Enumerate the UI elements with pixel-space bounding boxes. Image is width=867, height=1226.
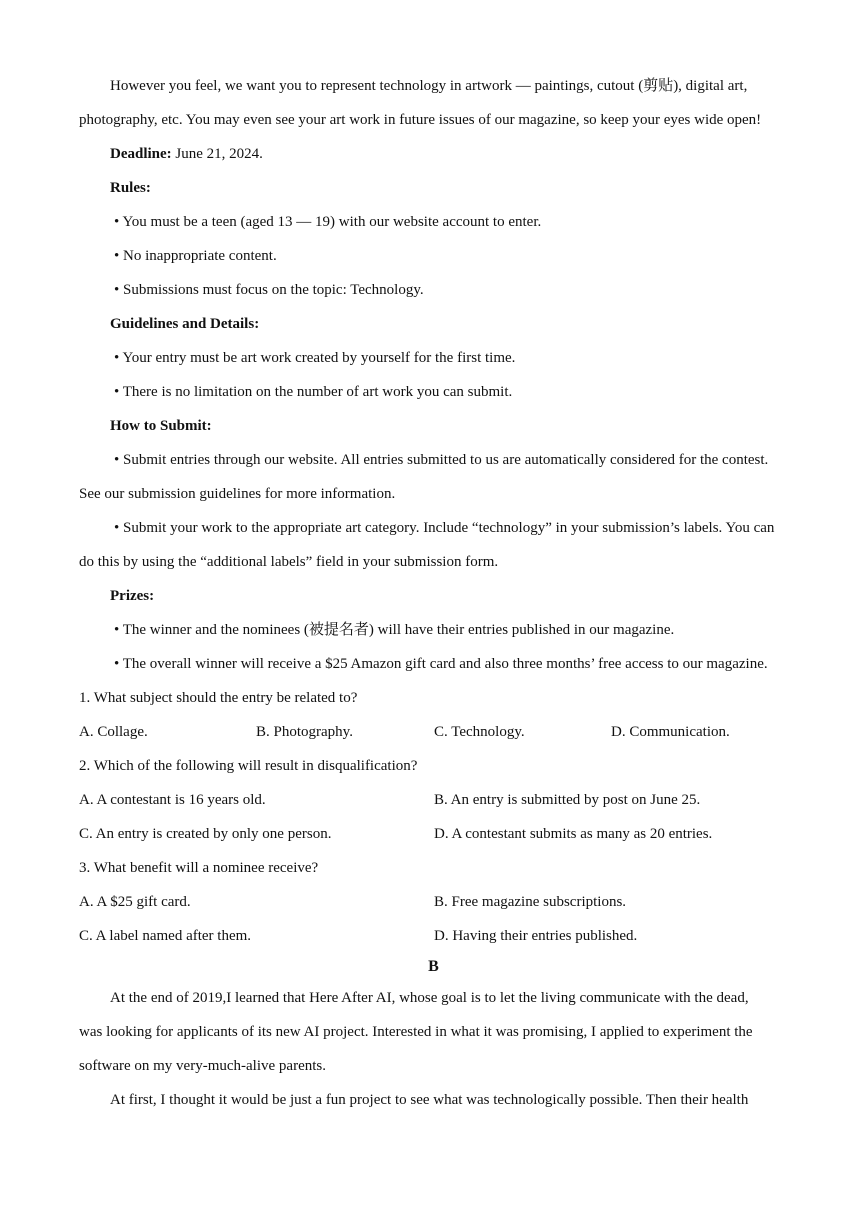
rules-item: • Submissions must focus on the topic: Technology. <box>114 282 424 298</box>
question-3-option-b: B. Free magazine subscriptions. <box>434 894 627 910</box>
deadline-label: Deadline: <box>110 146 172 162</box>
question-1-option-a: A. Collage. <box>79 724 148 740</box>
rules-heading: Rules: <box>110 180 151 196</box>
deadline <box>110 144 263 164</box>
question-2-stem: 2. Which of the following will result in disqualification? <box>79 758 418 774</box>
section-b-heading: B <box>428 958 439 975</box>
prizes-item: • The overall winner will receive a $25 Amazon gift card and also three months’ free access to our magazine. <box>114 656 768 672</box>
question-3-option-d: D. Having their entries published. <box>434 928 638 944</box>
deadline-value: June 21, 2024. <box>171 146 263 162</box>
submit-item-2-line-1: • Submit your work to the appropriate art category. Include “technology” in your submission’s labels. You can <box>114 520 775 536</box>
intro-line-2: photography, etc. You may even see your art work in future issues of our magazine, so keep your eyes wide open! <box>79 112 762 128</box>
question-1-option-c: C. Technology. <box>434 724 525 740</box>
question-1-stem: 1. What subject should the entry be related to? <box>79 690 358 706</box>
rules-item: • You must be a teen (aged 13 — 19) with our website account to enter. <box>114 214 542 230</box>
question-1-option-b: B. Photography. <box>256 724 353 740</box>
question-2-option-c: C. An entry is created by only one person. <box>79 826 332 842</box>
guidelines-item: • There is no limitation on the number of art work you can submit. <box>114 384 513 400</box>
question-2-option-a: A. A contestant is 16 years old. <box>79 792 266 808</box>
guidelines-item: • Your entry must be art work created by yourself for the first time. <box>114 350 516 366</box>
submit-item-1-line-2: See our submission guidelines for more information. <box>79 486 396 502</box>
section-b-para-2-line-1: At first, I thought it would be just a fun project to see what was technologically possible. Then their health <box>110 1092 749 1108</box>
rules-item: • No inappropriate content. <box>114 248 277 264</box>
intro-line-1: However you feel, we want you to represent technology in artwork — paintings, cutout (剪贴), digital art, <box>110 78 748 94</box>
question-3-option-c: C. A label named after them. <box>79 928 252 944</box>
question-3-option-a: A. A $25 gift card. <box>79 894 191 910</box>
question-2-option-b: B. An entry is submitted by post on June 25. <box>434 792 701 808</box>
section-b-para-1-line-1: At the end of 2019,I learned that Here After AI, whose goal is to let the living communicate with the dead, <box>110 990 749 1006</box>
section-b-para-1-line-2: was looking for applicants of its new AI project. Interested in what it was promising, I applied to experiment the <box>79 1024 753 1040</box>
question-2-option-d: D. A contestant submits as many as 20 entries. <box>434 826 713 842</box>
how-to-submit-heading: How to Submit: <box>110 418 212 434</box>
guidelines-heading: Guidelines and Details: <box>110 316 260 332</box>
section-b-para-1-line-3: software on my very-much-alive parents. <box>79 1058 326 1074</box>
submit-item-2-line-2: do this by using the “additional labels” field in your submission form. <box>79 554 499 570</box>
question-3-stem: 3. What benefit will a nominee receive? <box>79 860 319 876</box>
prizes-item: • The winner and the nominees (被提名者) will have their entries published in our magazine. <box>114 622 675 638</box>
question-1-option-d: D. Communication. <box>611 724 730 740</box>
submit-item-1-line-1: • Submit entries through our website. All entries submitted to us are automatically considered for the contest. <box>114 452 769 468</box>
prizes-heading: Prizes: <box>110 588 155 604</box>
